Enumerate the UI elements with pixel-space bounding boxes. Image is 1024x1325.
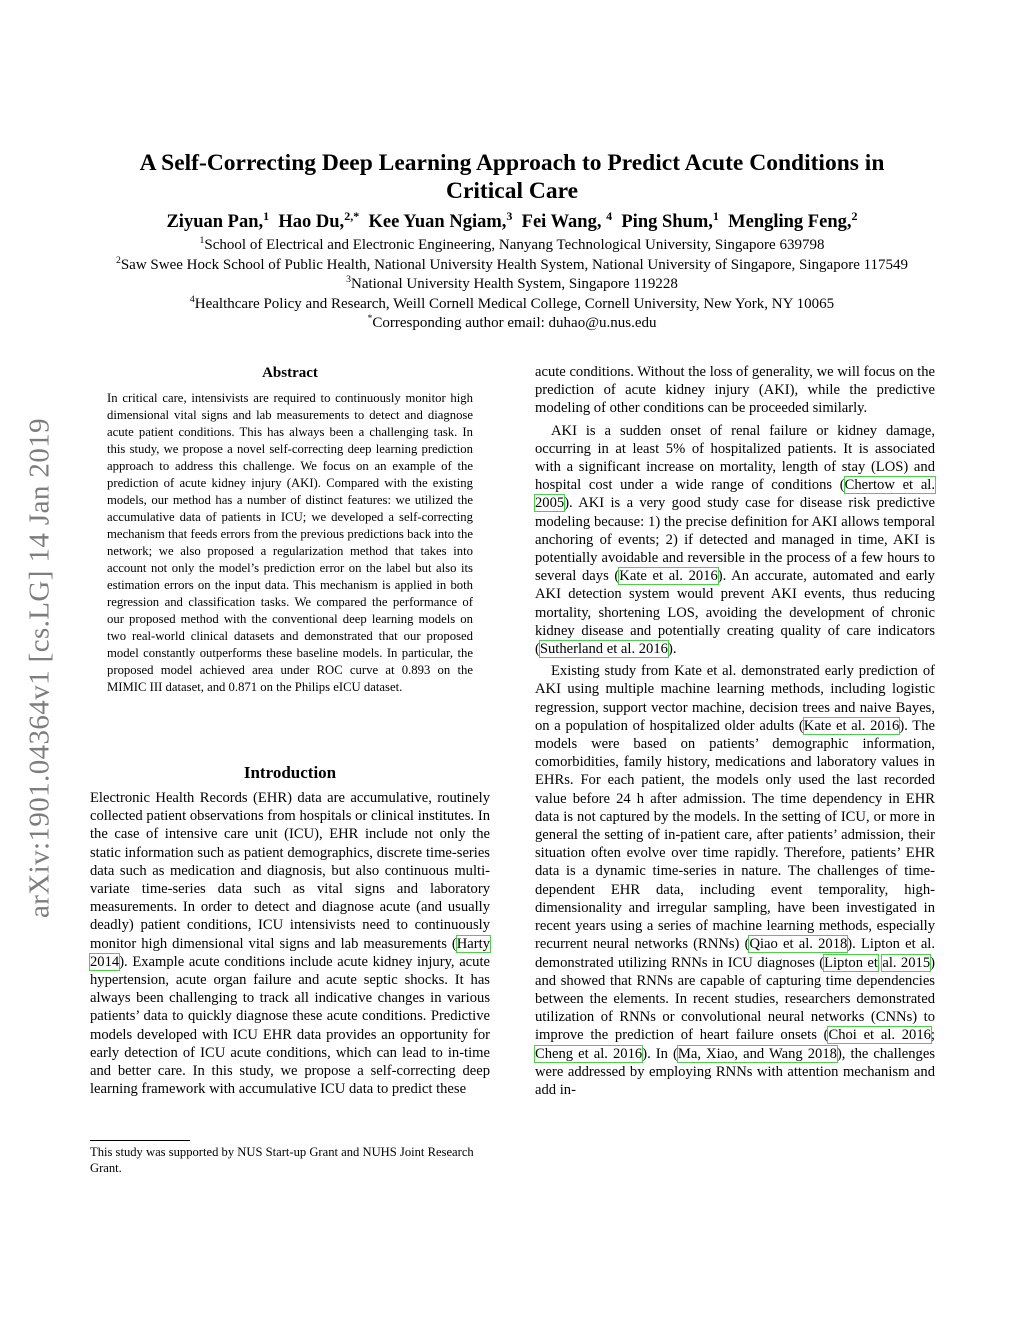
citation-link[interactable]: Lipton et bbox=[824, 954, 878, 971]
affiliation-mark: 2 bbox=[115, 254, 121, 266]
author-name: Fei Wang, bbox=[521, 212, 602, 232]
citation-link[interactable]: Harty bbox=[456, 935, 490, 952]
text-run: ). In ( bbox=[642, 1045, 678, 1062]
corresponding-author-email: Corresponding author email: duhao@u.nus.edu bbox=[372, 315, 657, 331]
citation-link[interactable]: Sutherland et al. 2016 bbox=[539, 641, 668, 658]
text-run: ). The models were based on patients’ demographic information, comorbidities, family history, medications and laboratory values in EHRs. For each patient, the models only used the last recorded value before 24 h after admission. The time dependency in EHR data is not captured by the models. In the setting of ICU, or more in general the setting of in-patient care, after patients’ admission, their situation often evolve over time rapidly. Therefore, patients’ EHR data is a dynamic time-series in nature. The challenges of time-dependent EHR data, including event temporality, high-dimensionality and irregular sampling, have been investigated in recent years using a series of machine learning methods, especially recurrent neural networks (RNNs) ( bbox=[535, 717, 935, 953]
affiliation-text: School of Electrical and Electronic Engineering, Nanyang Technological University, Singapore 639798 bbox=[204, 237, 825, 253]
author-affiliation-mark: 2,* bbox=[344, 208, 360, 223]
affiliation bbox=[40, 275, 984, 295]
text-run: AKI is a sudden onset of renal failure or kidney damage, occurring in at least 5% of hospitalized patients. It is associated with a significant increase on mortality, length of stay (LOS) and hospital cost under a wide range of conditions ( bbox=[535, 422, 935, 494]
citation-link[interactable]: al. 2015 bbox=[882, 954, 931, 971]
citation-link[interactable]: Qiao et al. 2018 bbox=[749, 936, 848, 953]
author-list bbox=[60, 210, 964, 234]
paragraph bbox=[535, 662, 935, 1099]
author-name: Ziyuan Pan, bbox=[166, 212, 264, 232]
affiliation-mark: 1 bbox=[199, 235, 205, 246]
citation-link[interactable]: Chertow et al. 2005 bbox=[535, 477, 935, 512]
right-column bbox=[535, 363, 935, 1103]
funding-footnote: This study was supported by NUS Start-up Grant and NUHS Joint Research Grant. bbox=[90, 1145, 474, 1175]
author-affiliation-mark: 1 bbox=[263, 208, 270, 223]
paper-title-line-2: Critical Care bbox=[445, 178, 579, 204]
text-run: Electronic Health Records (EHR) data are accumulative, routinely collected patient observations from hospitals or clinical institutes. In the case of intensive care unit (ICU), EHR include not only the static information such as patient demographics, discrete time-series data such as medication and diagnosis, but also continuous multi-variate time-series data such as vital signs and laboratory measurements. In order to detect and diagnose acute (and usually deadly) patient conditions, ICU intensivists need to continuously monitor high dimensional vital signs and lab measurements ( bbox=[90, 790, 490, 952]
text-run: ). An accurate, automated and early AKI detection system would prevent AKI events, thus reducing mortality, shortening LOS, avoiding the development of chronic kidney disease and potentially creating quality of care indicators ( bbox=[535, 568, 935, 658]
author-affiliation-mark: 4 bbox=[606, 208, 613, 223]
affiliation bbox=[40, 295, 984, 315]
affiliation-text: Healthcare Policy and Research, Weill Cornell Medical College, Cornell University, New York, NY 10065 bbox=[194, 295, 835, 312]
citation-link[interactable]: Choi et al. 2016 bbox=[828, 1027, 931, 1044]
affiliation-mark: * bbox=[367, 313, 373, 324]
citation-link[interactable]: Kate et al. 2016 bbox=[619, 568, 718, 585]
text-run: ), the challenges were addressed by employing RNNs with attention mechanism and add in- bbox=[535, 1045, 935, 1098]
text-run: Existing study from Kate et al. demonstrated early prediction of AKI using multiple machine learning methods, including logistic regression, support vector machine, decision trees and naive Bayes, on a population of hospitalized older adults ( bbox=[535, 663, 935, 734]
author-affiliation-mark: 1 bbox=[712, 208, 719, 223]
citation-link[interactable]: Kate et al. 2016 bbox=[803, 717, 900, 734]
abstract-text: In critical care, intensivists are required to continuously monitor high dimensional vital signs and lab measurements to detect and diagnose acute patient conditions. This has always been a challenging task. In this study, we propose a novel self-correcting deep learning prediction approach to address this challenge. We focus on an example of the prediction of acute kidney injury (AKI). Compared with the existing models, our method has a number of distinct features: we utilized the accumulative data of patients in ICU; we developed a self-correcting mechanism that feeds errors from the previous predictions back into the network; we also proposed a regularization method that takes into account not only the model’s prediction error on the label but also its estimation errors on the input data. This mechanism is applied in both regression and classification tasks. We compared the performance of our proposed method with the conventional deep learning models on two real-world clinical datasets and demonstrated that our proposed model constantly outperforms these baseline models. In particular, the proposed model achieved area under ROC curve at 0.893 on the MIMIC III dataset, and 0.871 on the Philips eICU dataset. bbox=[107, 391, 473, 694]
text-run: ) and showed that RNNs are capable of capturing time dependencies between the elements. In recent studies, researchers demonstrated utilization of RNNs or convolutional neural networks (CNNs) to improve the prediction of heart failure onsets ( bbox=[535, 954, 935, 1044]
arxiv-identifier: arXiv:1901.04364v1 [cs.LG] 14 Jan 2019 bbox=[23, 417, 56, 919]
footnote-divider bbox=[90, 1140, 190, 1141]
introduction-paragraph bbox=[90, 789, 490, 1098]
text-run: ). Lipton et al. demonstrated utilizing RNNs in ICU diagnoses ( bbox=[535, 936, 935, 971]
text-run: ). AKI is a very good study case for disease risk predictive modeling because: 1) the precise definition for AKI allows temporal anchoring of events; 2) if detected and managed in time, AKI is potentially avoidable and reversible in the process of a few hours to several days ( bbox=[535, 495, 935, 585]
citation-link[interactable]: 2014 bbox=[90, 953, 120, 970]
text-run: ). bbox=[667, 641, 677, 658]
affiliation-mark: 4 bbox=[189, 293, 195, 305]
author-affiliation-mark: 3 bbox=[506, 208, 513, 223]
paper-title bbox=[100, 149, 924, 205]
author-name: Ping Shum, bbox=[621, 212, 713, 232]
affiliation bbox=[40, 236, 984, 256]
abstract-heading: Abstract bbox=[262, 365, 318, 381]
author-name: Kee Yuan Ngiam, bbox=[368, 212, 507, 232]
citation-link[interactable]: Ma, Xiao, and Wang 2018 bbox=[677, 1045, 837, 1062]
affiliation-text: Saw Swee Hock School of Public Health, National University Health System, National University of Singapore, Singapore 117549 bbox=[120, 256, 909, 273]
paragraph bbox=[535, 422, 935, 659]
affiliation-mark: 3 bbox=[346, 274, 351, 285]
paper-title-line-1: A Self-Correcting Deep Learning Approach to Predict Acute Conditions in bbox=[139, 150, 885, 176]
paragraph: acute conditions. Without the loss of generality, we will focus on the prediction of acute kidney injury (AKI), while the predictive modeling of other conditions can be proceeded similarly. bbox=[535, 364, 935, 417]
affiliation-text: National University Health System, Singapore 119228 bbox=[350, 276, 678, 292]
text-run: ). Example acute conditions include acute kidney injury, acute hypertension, acute organ failure and acute septic shocks. It has always been challenging to track all indicative changes in various patients’ data to quickly diagnose these acute conditions. Predictive models developed with ICU EHR data provides an opportunity for early detection of ICU acute conditions, which can lead to in-time and better care. In this study, we propose a self-correcting deep learning framework with accumulative ICU data to predict these bbox=[90, 953, 490, 1098]
text-run: ; bbox=[930, 1027, 935, 1044]
introduction-heading: Introduction bbox=[243, 763, 337, 782]
affiliation bbox=[40, 256, 984, 276]
author-affiliation-mark: 2 bbox=[851, 208, 858, 223]
author-name: Hao Du, bbox=[278, 212, 345, 232]
affiliation-list bbox=[40, 236, 984, 334]
citation-link[interactable]: Cheng et al. 2016 bbox=[535, 1045, 643, 1062]
author-name: Mengling Feng, bbox=[728, 212, 852, 232]
corresponding-author bbox=[40, 314, 984, 334]
